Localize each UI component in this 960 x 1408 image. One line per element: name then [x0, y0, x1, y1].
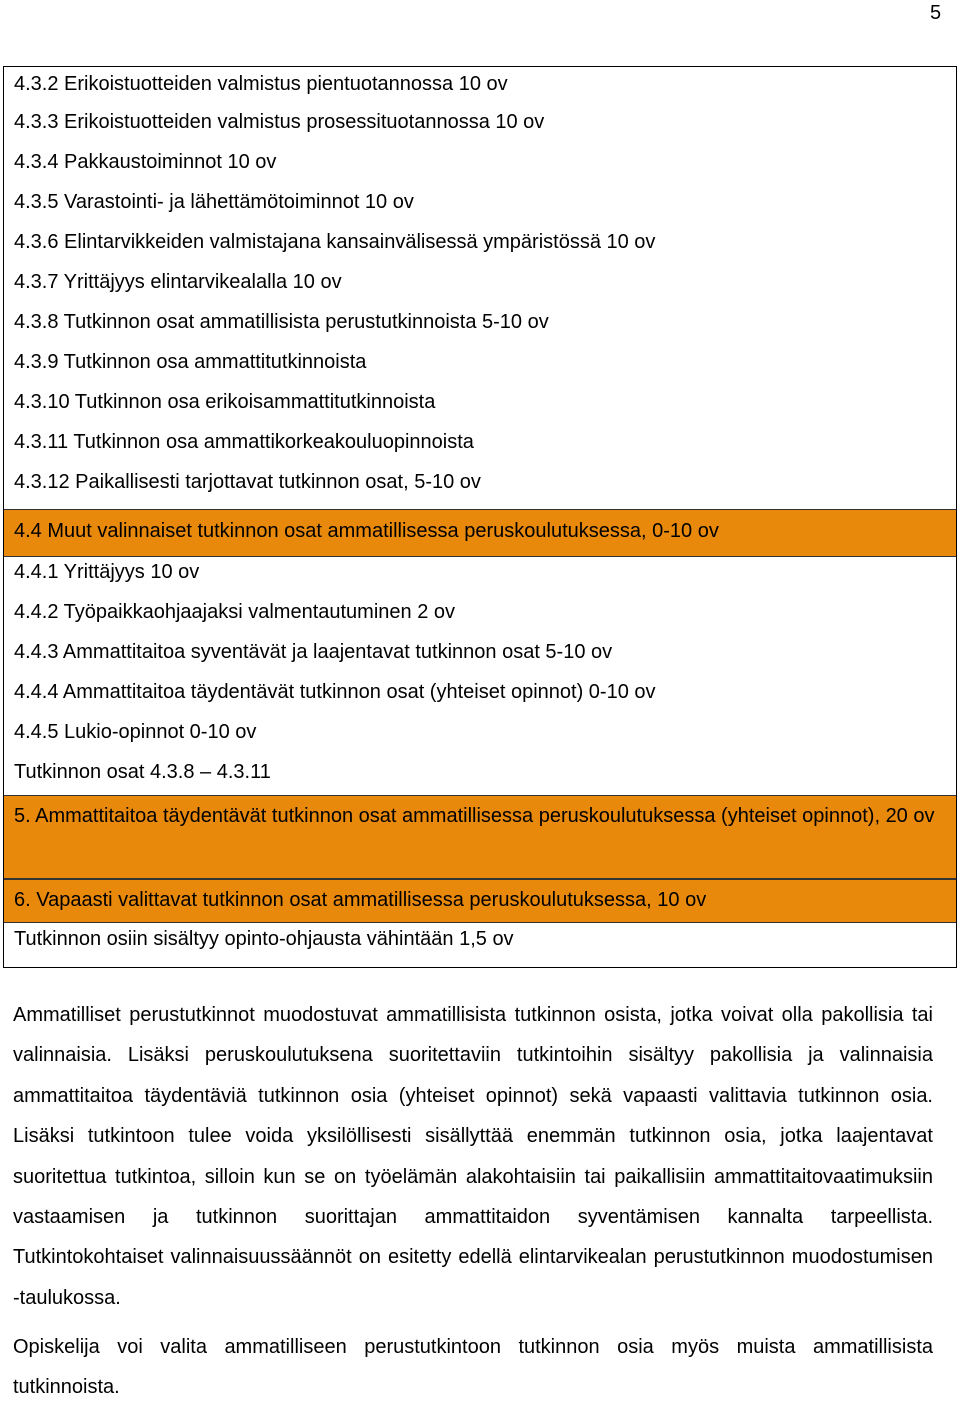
- list-item: 4.4.4 Ammattitaitoa täydentävät tutkinnon osat (yhteiset opinnot) 0-10 ov: [14, 681, 656, 703]
- body-paragraph: Opiskelija voi valita ammatilliseen perustutkintoon tutkinnon osia myös muista ammatillisista tutkinnoista.: [13, 1336, 933, 1399]
- page-number: 5: [930, 2, 942, 24]
- highlighted-section-row: 6. Vapaasti valittavat tutkinnon osat ammatillisessa peruskoulutuksessa, 10 ov: [4, 879, 956, 923]
- highlighted-section-row: 5. Ammattitaitoa täydentävät tutkinnon osat ammatillisessa peruskoulutuksessa (yhteiset opinnot), 20 ov: [4, 795, 956, 879]
- list-item: 4.3.11 Tutkinnon osa ammattikorkeakouluopinnoista: [14, 431, 474, 453]
- list-item: 4.3.4 Pakkaustoiminnot 10 ov: [14, 151, 277, 173]
- list-item: 4.3.2 Erikoistuotteiden valmistus pientuotannossa 10 ov: [14, 73, 508, 95]
- highlighted-section-row: 4.4 Muut valinnaiset tutkinnon osat ammatillisessa peruskoulutuksessa, 0-10 ov: [4, 509, 956, 557]
- list-item: 4.3.9 Tutkinnon osa ammattitutkinnoista: [14, 351, 367, 373]
- list-item: 4.3.5 Varastointi- ja lähettämötoiminnot 10 ov: [14, 191, 414, 213]
- qualification-structure-box: [3, 66, 957, 968]
- body-paragraph: Ammatilliset perustutkinnot muodostuvat ammatillisista tutkinnon osista, jotka voivat olla pakollisia tai valinnaisia. Lisäksi peruskoulutuksena suoritettaviin tutkintoihin sisältyy pakollisia ja valinnaisia ammattitaitoa täydentäviä tutkinnon osia (yhteiset opinnot) sekä vapaasti valittavia tutkinnon osia. Lisäksi tutkintoon tulee voida yksilöllisesti sisällyttää enemmän tutkinnon osia, jotka laajentavat suoritettua tutkintoa, silloin kun se on työelämän alakohtaisiin tai paikallisiin ammattitaitovaatimuksiin vastaamisen ja tutkinnon suorittajan ammattitaidon syventämisen kannalta tarpeellista. Tutkintokohtaiset valinnaisuussäännöt on esitetty edellä elintarvikealan perustutkinnon muodostumisen -taulukossa.: [13, 1004, 933, 1309]
- list-item: 4.3.8 Tutkinnon osat ammatillisista perustutkinnoista 5-10 ov: [14, 311, 549, 333]
- list-item: 4.3.3 Erikoistuotteiden valmistus prosessituotannossa 10 ov: [14, 111, 545, 133]
- list-item: 4.4.5 Lukio-opinnot 0-10 ov: [14, 721, 257, 743]
- list-item: 4.3.12 Paikallisesti tarjottavat tutkinnon osat, 5-10 ov: [14, 471, 481, 493]
- list-item: 4.4.3 Ammattitaitoa syventävät ja laajentavat tutkinnon osat 5-10 ov: [14, 641, 613, 663]
- list-item: 4.3.7 Yrittäjyys elintarvikealalla 10 ov: [14, 271, 342, 293]
- list-item: 4.4.2 Työpaikkaohjaajaksi valmentautuminen 2 ov: [14, 601, 456, 623]
- list-item: Tutkinnon osat 4.3.8 – 4.3.11: [14, 761, 271, 783]
- list-item: 4.3.10 Tutkinnon osa erikoisammattitutkinnoista: [14, 391, 436, 413]
- list-item: Tutkinnon osiin sisältyy opinto-ohjausta vähintään 1,5 ov: [14, 928, 514, 950]
- list-item: 4.3.6 Elintarvikkeiden valmistajana kansainvälisessä ympäristössä 10 ov: [14, 231, 656, 253]
- list-item: 4.4.1 Yrittäjyys 10 ov: [14, 561, 200, 583]
